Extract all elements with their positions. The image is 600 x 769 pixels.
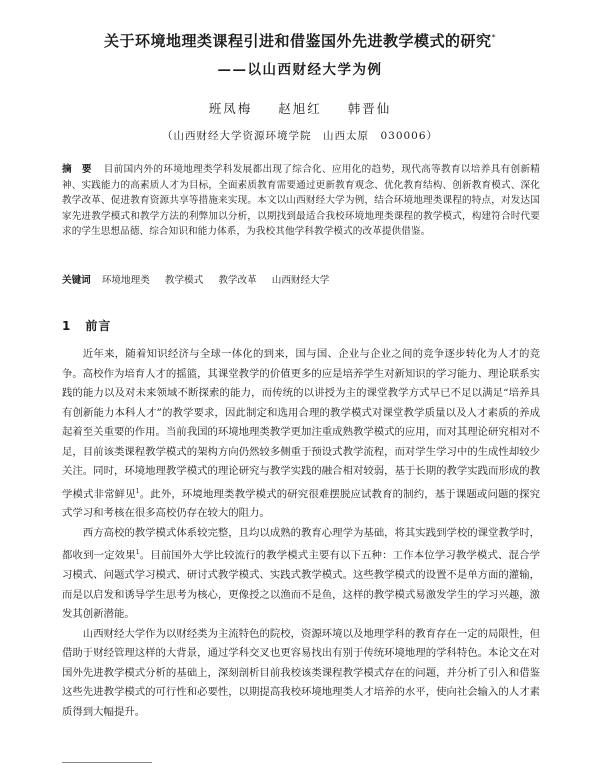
body-text — [62, 345, 540, 722]
paper-title — [40, 30, 560, 51]
citation-ref: 1 — [135, 549, 140, 557]
abstract-label: 摘 要 — [62, 164, 92, 175]
keyword: 山西财经大学 — [271, 275, 330, 286]
keywords — [62, 272, 540, 286]
keyword: 环境地理类 — [101, 275, 150, 286]
author-affiliation: （山西财经大学资源环境学院 山西太原 030006） — [161, 130, 439, 142]
author-name: 韩晋仙 — [347, 101, 392, 116]
title-footnote-mark: * — [491, 33, 496, 42]
title-text: 关于环境地理类课程引进和借鉴国外先进教学模式的研究 — [103, 32, 492, 50]
section-title: 前言 — [85, 319, 112, 333]
footnote-divider — [62, 762, 152, 763]
keyword: 教学改革 — [218, 275, 257, 286]
section-heading — [62, 317, 111, 334]
paragraph: 山西财经大学作为以财经类为主流特色的院校，资源环境以及地理学科的教育存在一定的局限性，但借助于财经管理这样的大背景，通过学科交叉也更容易找出有别于传统环境地理的学科特色。本论文在对国外先进教学模式分析的基础上，深刻剖析目前我校该类课程教学模式存在的问题，并分析了引入和借鉴这些先进教学模式的可行性和必要性，以期提高我校环境地理类人才培养的水平，使向社会输入的人才素质得到大幅提升。 — [62, 627, 540, 718]
paragraph-text: 西方高校的教学模式体系较完整，且均以成熟的教育心理学为基础，将其实践到学校的课堂教学时，都收到一定效果 — [62, 526, 540, 562]
paragraph-text-tail: 。此外，环境地理类教学模式的研究很难摆脱应试教育的制约，基于课题或问题的探究式学习和考核在很多高校仍存在较大的阻力。 — [62, 487, 541, 520]
paragraph-text-tail: 。目前国外大学比较流行的教学模式主要有以下五种：工作本位学习教学模式、混合学习模式、问题式学习模式、研讨式教学模式、实践式教学模式。这些教学模式的设置不是单方面的灌输，而是以启发和诱导学生思考为核心，更像授之以渔而不是鱼，这样的教学模式易激发学生的学习兴趣，激发其创新潜能。 — [62, 549, 541, 621]
paragraph — [62, 345, 540, 524]
paper-subtitle: ——以山西财经大学为例 — [217, 62, 383, 78]
section-number: 1 — [62, 319, 72, 333]
keyword: 教学模式 — [164, 275, 204, 286]
citation-ref: 1 — [135, 487, 140, 495]
abstract-text: 目前国内外的环境地理类学科发展都出现了综合化、应用化的趋势，现代高等教育以培养具有创新精神、实践能力的高素质人才为目标，全面素质教育需要通过更新教育观念、优化教育结构、创新教育模式、深化教学改革、促进教育资源共享等措施来实现。本文以山西财经大学为例，结合环境地理类课程的特点，对发达国家先进教学模式和教学方法的利弊加以分析，以期找到最适合我校环境地理类课程的教学模式，构建符合时代要求的学生思想品德、综合知识和能力体系，为我校其他学科教学模式的改革提供借鉴。 — [62, 164, 540, 237]
author-list — [40, 99, 560, 117]
paragraph-text: 近年来，随着知识经济与全球一体化的到来，国与国、企业与企业之间的竞争逐步转化为人才的竞争。高校作为培育人才的摇篮，其课堂教学的价值更多的应是培养学生对新知识的学习能力、理论联系实践的能力以及对未来领域不断探索的能力，而传统的以讲授为主的课堂教学方式早已不足以满足“培养具有创新能力本科人才”的教学要求，因此制定和选用合理的教学模式对课堂教学质量以及人才素质的养成起着至关重要的作用。当前我国的环境地理类教学更加注重成熟教学模式的应用，而对其理论研究相对不足，目前该类课程教学模式的架构方向仍然较多侧重于预设式教学流程，而对学生学习中的生成性却较少关注。同时，环境地理教学模式的理论研究与教学实践的融合相对较弱，基于长期的教学实践而形成的教学模式非常鲜见 — [62, 348, 540, 500]
abstract — [62, 162, 540, 240]
author-name: 班凤梅 — [208, 101, 253, 116]
keywords-label: 关键词 — [62, 275, 91, 286]
author-name: 赵旭红 — [278, 101, 322, 116]
paragraph — [62, 524, 540, 625]
